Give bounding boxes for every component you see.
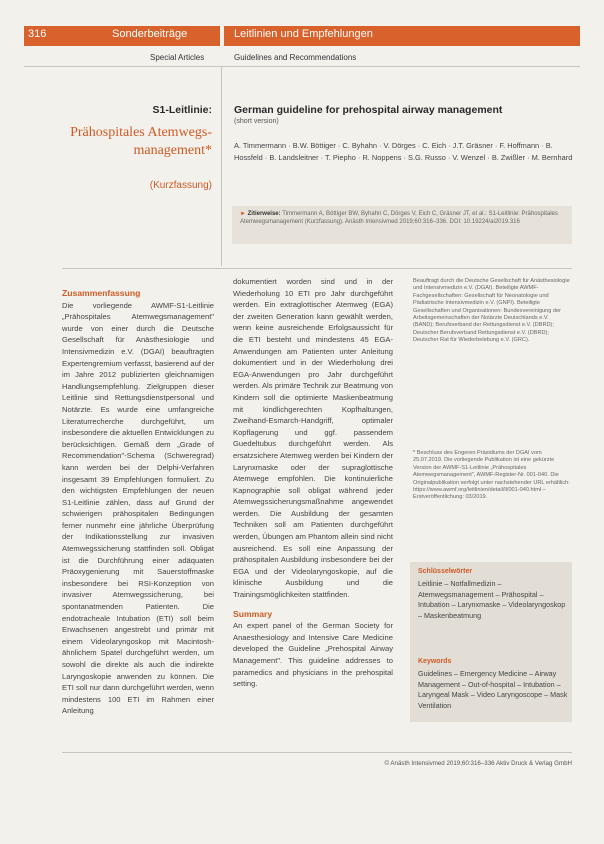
guideline-type: S1-Leitlinie: bbox=[152, 104, 212, 116]
summary-text: An expert panel of the German Society for Anaesthesiology and Intensive Care Medicine developed the Guideline „Prehospital Airway Management". This guideline addresses to paramedics and physicians in the prehospital setting. bbox=[233, 621, 393, 689]
version-label: (short version) bbox=[234, 118, 279, 125]
page-title: Prähospitales Atemwegs-management* bbox=[70, 125, 212, 158]
abstract-text: Die vorliegende AWMF-S1-Leitlinie „Prähospitales Atemwegsmanagement" wurde von einer durch die Deutsche Gesellschaft für Anästhesiologie und Intensivmedizin e.V. (DGAI) beauftragten Expertengremium verfasst, basierend auf der im Jahre 2012 publizierten gleichnamigen Handlungsempfehlung. Zielgruppen dieser Leitlinie sind Rettungsdienstpersonal und Notärzte. Es wurde eine umfangreiche Literaturrecherche durchgeführt, um insbesondere die aktuellen Entwicklungen zu berücksichtigen. Gemäß dem „Grade of Recommendation"-Schema (Schweregrad) kann werden bei der Delphi-Verfahren insgesamt 39 Empfehlungen formuliert. Zu den wichtigsten Empfehlungen der neuen S1-Leitlinie zählen, dass auf Grund der schwierigen prähospitalen Bedingungen ferner nunmehr eine jährliche Überprüfung der Indikationsstellung zur invasiven Atemwegssicherung stattfinden soll. Obligat ist die Durchführung einer adäquaten Präoxygenierung mit Sauerstoffmaske insbesondere bei RSI-Konzeption von invasiver Atemwegssicherung, bei spontanatmenden Patienten. Die endotracheale Intubation (ETI) soll beim Erwachsenen angestrebt und primär mit einem Videolaryngoskop mit Macintosh-ähnlichem Spatel durchgeführt werden, um sowohl die direkte als auch die indirekte Laryngoskopie anwenden zu können. Die ETI soll nur dann durchgeführt werden, wenn mindestens 100 ETI im Rahmen einer Anleitung bbox=[62, 300, 214, 716]
keywords-en-heading: Keywords bbox=[418, 658, 452, 665]
header-bar-left bbox=[24, 26, 220, 46]
citation-label: Zitierweise: bbox=[247, 211, 281, 217]
commission-note: Beauftragt durch die Deutsche Gesellschaft für Anästhesiologie und Intensivmedizin e.V. (DGAI). Beteiligte AWMF-Fachgesellschaften: Gesellschaft für Neonatologie und Pädiatrische Intensivmedizin e.V. (GNPI). Beteiligte Gesellschaften und Organisationen: Bundesvereinigung der Arbeitsgemeinschaften der Notärzte Deutschlands e.V. (BAND); Berufsverband der Rettungsdienst e.V. (DBRD); Deutscher Berufsverband Rettungsdienst e.V. (DBRD); Deutscher Rat für Wiederbelebung e.V. (GRC). bbox=[413, 278, 570, 344]
divider bbox=[62, 268, 572, 269]
divider bbox=[221, 66, 222, 266]
rubric-label: Leitlinien und Empfehlungen bbox=[234, 28, 373, 40]
abstract-heading: Zusammenfassung bbox=[62, 288, 141, 298]
author-list: A. Timmermann · B.W. Böttiger · C. Byhahn · V. Dörges · C. Eich · J.T. Gräsner · F. Hoffmann · B. Hossfeld · B. Landsleitner · T. Piepho · R. Noppens · S.G. Russo · V. Wenzel · B. Zwißler · M. Bernhard bbox=[234, 141, 573, 162]
divider bbox=[24, 66, 580, 67]
header-bar-right bbox=[224, 26, 580, 46]
abstract-column-continued bbox=[233, 276, 393, 690]
citation bbox=[240, 210, 566, 226]
publication-note: * Beschluss des Engeren Präsidiums der DGAI vom 25.07.2019. Die vorliegende Publikation ist eine gekürzte Version der AWMF-S1-Leitlinie „Prähospitales Atemwegsmanagement", AWMF-Register-Nr. 001-040. Die Originalpublikation verfolgt unter nachstehender URL erhältlich: https://www.awmf.org/leitlinien/detail/ll/001-040.html – Erstveröffentlichung: 03/2019. bbox=[413, 450, 570, 501]
abstract-column-de bbox=[62, 288, 214, 717]
summary-heading: Summary bbox=[233, 608, 273, 619]
copyright-footer: © Anästh Intensivmed 2019;60:316–336 Aktiv Druck & Verlag GmbH bbox=[384, 760, 572, 767]
keywords-en: Guidelines – Emergency Medicine – Airway Management – Out-of-hospital – Intubation – Laryngeal Mask – Video Laryngoscope – Mask Ventilation bbox=[418, 669, 568, 710]
article-title-en: German guideline for prehospital airway management bbox=[234, 104, 503, 116]
citation-box bbox=[232, 206, 572, 244]
keyword-box bbox=[410, 562, 572, 722]
keywords-de-heading: Schlüsselwörter bbox=[418, 568, 473, 575]
sub-left-label: Special Articles bbox=[150, 53, 205, 62]
section-label: Sonderbeiträge bbox=[112, 28, 188, 40]
abstract-text-continued: dokumentiert worden sind und in der Wiederholung 10 ETI pro Jahr durchgeführt werden. Ein extraglottischer Atemweg (EGA) der zweiten Generation kann gewählt werden, wenn keine ausreichende Erfolgsaussicht für die ETI besteht und mindestens 45 EGA-Anwendungen am Patienten unter Anleitung dokumentiert und in der Wiederholung drei EGA-Anwendungen pro Jahr durchgeführt werden. Als primäre Technik zur Beatmung von Kindern soll die optimierte Maskenbeatmung mit kindlichgerechten Kopfhaltungen, Zweihand-Esmarch-Handgriff, optimaler Kopflagerung und ggf. passendem Guedeltubus durchgeführt werden. Als ersatzsichere Atemweg werden bei Kindern der Larynxmaske oder der supraglottische Atemwege empfohlen. Die kontinuierliche Kapnographie soll obligat während jeder Atemwegssicherungsmaßnahme angewendet werden. Die Ausbildung der gesamten Techniken soll am Patienten durchgeführt werden, Übungen am Phantom allein sind nicht ausreichend. Es soll eine Anpassung der prähospitalen Ausbildung insbesondere bei der EGA und der Videolaryngoskopie, auf die klinische Ausbildung und die Trainingsmöglichkeiten stattfinden. bbox=[233, 277, 393, 600]
continuation-label: (Kurzfassung) bbox=[149, 180, 212, 191]
arrow-icon: ► bbox=[240, 211, 246, 217]
page-number: 316 bbox=[28, 28, 47, 40]
divider bbox=[62, 752, 572, 753]
sub-right-label: Guidelines and Recommendations bbox=[234, 53, 357, 62]
keywords-de: Leitlinie – Notfallmedizin – Atemwegsmanagement – Prähospital – Intubation – Larynxmaske – Videolaryngoskop – Maskenbeatmung bbox=[418, 579, 566, 620]
citation-text: Timmermann A, Böttiger BW, Byhahn C, Dörges V, Eich C, Gräsner JT, et al.: S1-Leitlinie: Prähospitales Atemwegsmanagement (Kurzfassung). Anästh Intensivmed 2019;60:316–336. DOI: 10.19224/ai2019.316 bbox=[240, 211, 558, 225]
